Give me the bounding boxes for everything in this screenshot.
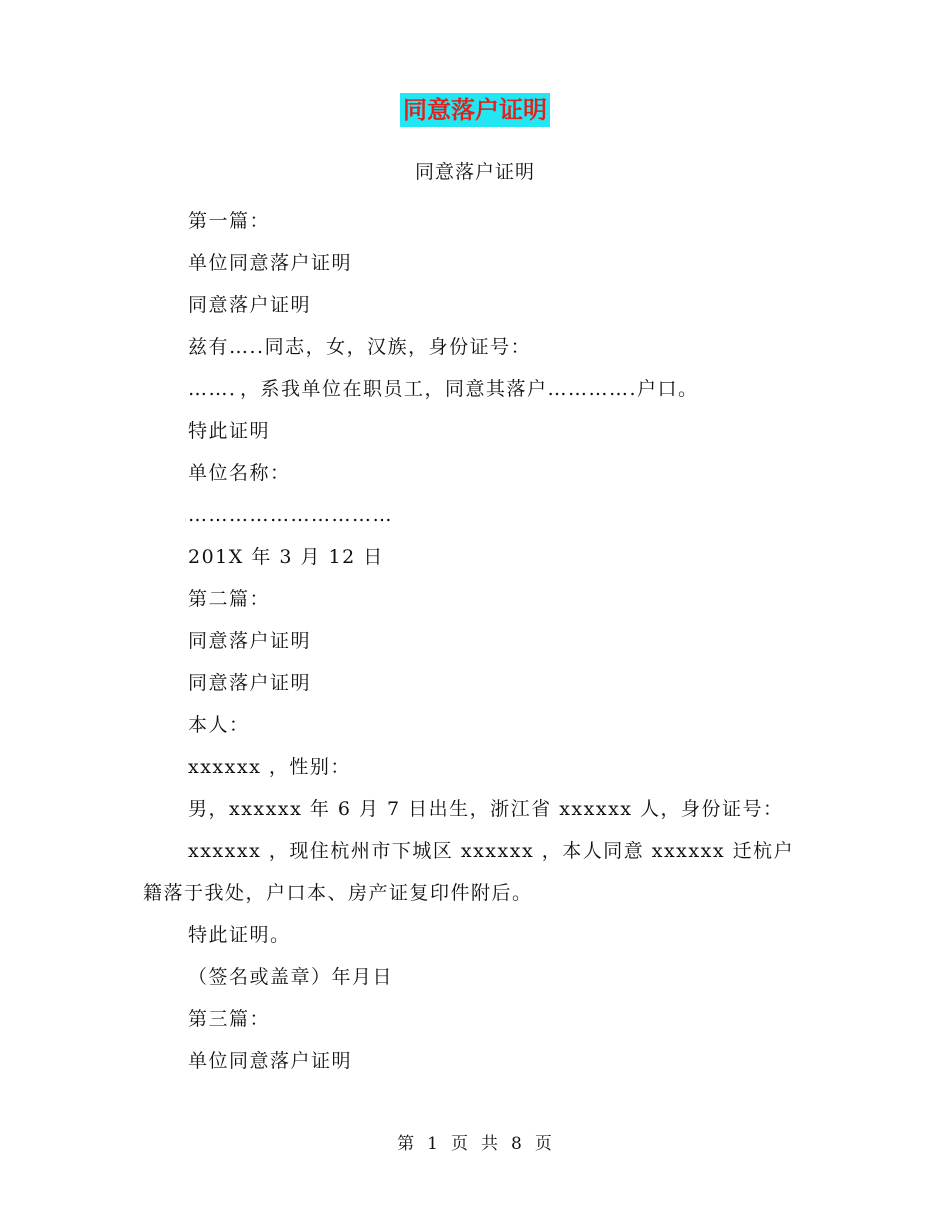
paragraph: 第一篇： (188, 210, 271, 232)
paragraph: ………………………… (188, 504, 393, 526)
document-title: 同意落户证明 (400, 93, 550, 127)
paragraph: 男，xxxxxx 年 6 月 7 日出生，浙江省 xxxxxx 人，身份证号： (188, 798, 784, 820)
paragraph: 同意落户证明 (188, 672, 312, 694)
paragraph: 第三篇： (188, 1008, 271, 1030)
footer-label-page: 第 (397, 1134, 416, 1154)
title-container (0, 93, 950, 127)
paragraph: 同意落户证明 (188, 294, 312, 316)
paragraph: 单位名称： (188, 462, 291, 484)
page-footer (0, 1130, 950, 1158)
footer-label-total: 共 (481, 1134, 499, 1154)
current-page-number: 1 (427, 1134, 439, 1154)
document-body (143, 200, 803, 1082)
paragraph: 兹有…..同志，女，汉族，身份证号： (188, 336, 532, 358)
paragraph: 201X 年 3 月 12 日 (188, 546, 384, 568)
paragraph: 同意落户证明 (188, 630, 312, 652)
paragraph: 单位同意落户证明 (188, 252, 353, 274)
footer-label-unit: 页 (451, 1134, 469, 1154)
paragraph: 单位同意落户证明 (188, 1050, 353, 1072)
total-pages-number: 8 (511, 1134, 523, 1154)
paragraph: 特此证明。 (188, 924, 291, 946)
paragraph: ……．，系我单位在职员工，同意其落户………….户口。 (188, 378, 699, 400)
paragraph: 本人： (188, 714, 250, 736)
footer-label-unit2: 页 (534, 1134, 553, 1154)
paragraph: （签名或盖章）年月日 (188, 966, 394, 988)
paragraph: 第二篇： (188, 588, 271, 610)
paragraph: 特此证明 (188, 420, 271, 442)
paragraph: xxxxxx ，性别： (188, 756, 351, 778)
paragraph: xxxxxx ，现住杭州市下城区 xxxxxx ，本人同意 xxxxxx 迁杭户籍落于我处，户口本、房产证复印件附后。 (143, 840, 795, 904)
document-subtitle: 同意落户证明 (414, 161, 535, 183)
